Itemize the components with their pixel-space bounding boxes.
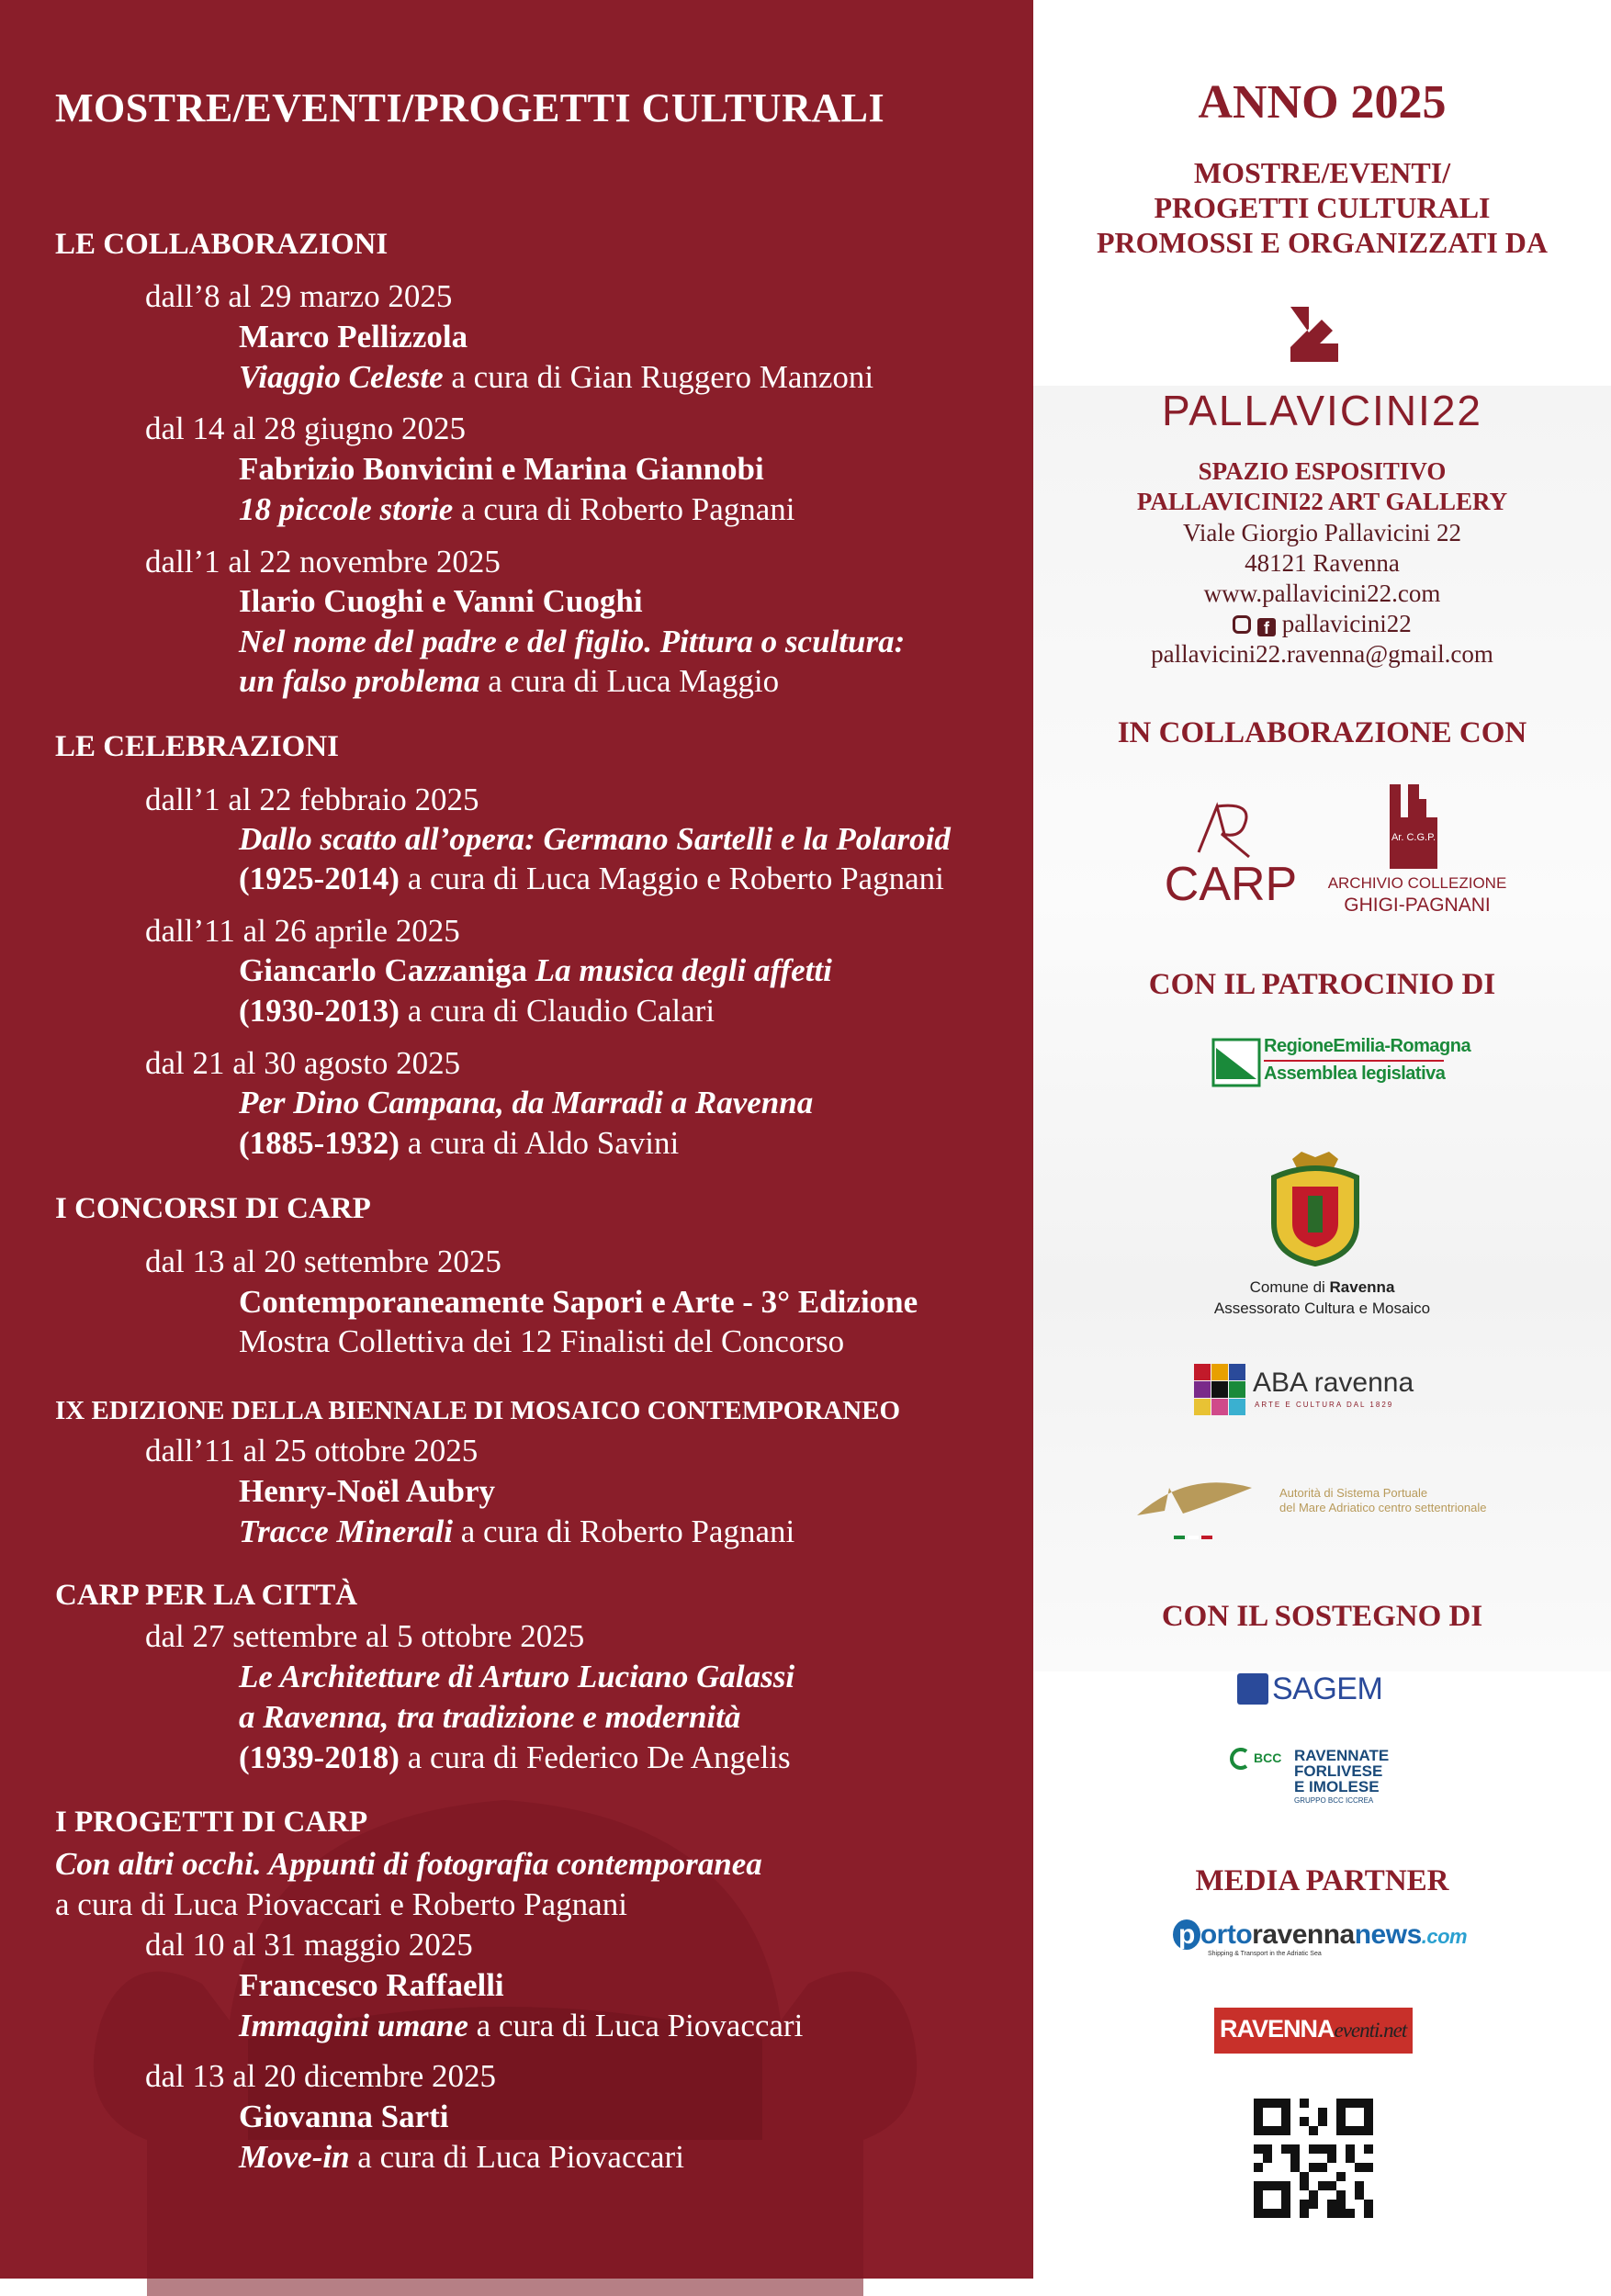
port-authority-subname: del Mare Adriatico centro settentrionale (1279, 1501, 1487, 1514)
support-heading: CON IL SOSTEGNO DI (1161, 1600, 1483, 1633)
media-partner-heading: MEDIA PARTNER (1195, 1864, 1449, 1897)
event-date: dall’11 al 25 ottobre 2025 (145, 1433, 479, 1469)
event-title-line (239, 1514, 794, 1550)
event-title-line (239, 2008, 803, 2044)
comune-city: Ravenna (1329, 1278, 1395, 1296)
comune-prefix: Comune di (1249, 1278, 1330, 1296)
portoravennanews-c: news (1354, 1919, 1422, 1950)
bcc-name: RAVENNATE (1294, 1747, 1390, 1764)
artist-name: Ilario Cuoghi e Vanni Cuoghi (239, 583, 643, 619)
curator: a cura di Roberto Pagnani (453, 491, 795, 527)
exhibition-title: Nel nome del padre e del figlio. Pittura o scultura: (239, 624, 906, 659)
exhibition-title: Move-in (239, 2139, 350, 2175)
artist-name: Giovanna Sarti (239, 2099, 449, 2134)
sagem-logo (1237, 1671, 1421, 1708)
venue-social[interactable] (1033, 610, 1611, 638)
exhibition-title: Contemporaneamente Sapori e Arte - 3° Edizione (239, 1284, 918, 1320)
curator: a cura di Roberto Pagnani (452, 1514, 795, 1549)
event-date: dal 27 settembre al 5 ottobre 2025 (145, 1618, 585, 1654)
ravennaeventi-logo (1214, 2008, 1413, 2054)
event-artist (239, 451, 764, 488)
event-title-line (239, 491, 795, 528)
years: (1885-1932) (239, 1125, 400, 1161)
event-title-line (239, 952, 832, 989)
exhibition-title: Per Dino Campana, da Marradi a Ravenna (239, 1085, 814, 1120)
curator: a cura di Gian Ruggero Manzoni (443, 359, 874, 395)
carp-logo-icon (1164, 797, 1298, 911)
curator: a cura di Aldo Savini (399, 1125, 680, 1161)
portoravennanews-name (1173, 1919, 1467, 1951)
portoravennanews-tagline: Shipping & Transport in the Adriatic Sea (1208, 1951, 1322, 1957)
collaboration-heading: IN COLLABORAZIONE CON (1117, 716, 1527, 749)
event-date: dal 13 al 20 settembre 2025 (145, 1244, 501, 1279)
event-date: dall’1 al 22 febbraio 2025 (145, 782, 479, 817)
regione-subname: Assemblea legislativa (1264, 1064, 1446, 1084)
comune-department: Assessorato Cultura e Mosaico (1213, 1300, 1431, 1317)
artist-name: Henry-Noël Aubry (239, 1473, 496, 1509)
year-heading: ANNO 2025 (1198, 76, 1447, 129)
exhibition-title: Le Architetture di Arturo Luciano Galassi (239, 1659, 795, 1694)
aba-logo (1194, 1364, 1460, 1415)
event-date: dal 21 al 30 agosto 2025 (145, 1045, 461, 1081)
ravenna-crest-icon (1265, 1150, 1366, 1266)
event-artist (239, 1967, 504, 2004)
venue-email[interactable]: pallavicini22.ravenna@gmail.com (1151, 640, 1493, 668)
years: (1925-2014) (239, 861, 400, 896)
bcc-logo (1228, 1745, 1430, 1811)
venue-city: 48121 Ravenna (1245, 549, 1400, 577)
exhibition-title: un falso problema (239, 663, 480, 699)
port-authority-name: Autorità di Sistema Portuale (1279, 1486, 1428, 1500)
portoravennanews-p: p (1173, 1919, 1200, 1950)
curator: a cura di Luca Maggio e Roberto Pagnani (399, 861, 944, 896)
event-date: dal 14 al 28 giugno 2025 (145, 411, 466, 446)
facebook-icon: f (1257, 618, 1276, 636)
curator: a cura di Luca Piovaccari (349, 2139, 684, 2175)
promo-line: PROMOSSI E ORGANIZZATI DA (1096, 226, 1549, 259)
carp-logo-text: CARP (1164, 858, 1298, 911)
curator: a cura di Luca Maggio (479, 663, 780, 699)
exhibition-title: Viaggio Celeste (239, 359, 444, 395)
artist-name: Fabrizio Bonvicini e Marina Giannobi (239, 451, 764, 487)
portoravennanews-logo (1173, 1919, 1467, 1962)
aba-mosaic-icon (1194, 1364, 1247, 1415)
social-handle: pallavicini22 (1281, 610, 1412, 637)
project-subtitle (55, 1846, 762, 1883)
ravennaeventi-a: RAVENNA (1220, 2015, 1335, 2043)
event-date: dall’1 al 22 novembre 2025 (145, 544, 501, 580)
event-title-line (239, 2139, 684, 2176)
event-title-line (239, 1699, 740, 1736)
comune-label (1033, 1278, 1611, 1297)
event-title-line (239, 359, 873, 396)
event-title-line (239, 1085, 813, 1121)
aba-tagline: ARTE E CULTURA DAL 1829 (1255, 1401, 1394, 1409)
regione-logo (1212, 1036, 1471, 1089)
exhibition-title: Tracce Minerali (239, 1514, 453, 1549)
bcc-name: E IMOLESE (1294, 1778, 1380, 1795)
artist-name: Marco Pellizzola (239, 319, 468, 355)
event-title-line (239, 861, 944, 897)
promo-line: MOSTRE/EVENTI/ (1193, 156, 1451, 189)
portoravennanews-b: ravenna (1252, 1919, 1355, 1950)
event-title-line (239, 821, 951, 858)
project-title: Con altri occhi. Appunti di fotografia contemporanea (55, 1846, 762, 1882)
pallavicini22-logo-icon (1281, 301, 1347, 367)
exhibition-title: a Ravenna, tra tradizione e modernità (239, 1699, 741, 1735)
years: (1930-2013) (239, 993, 400, 1029)
event-title-line (239, 1125, 679, 1162)
event-title-line (239, 624, 905, 660)
section-heading: LE CELEBRAZIONI (55, 730, 340, 763)
artist-name: Giancarlo Cazzaniga (239, 952, 527, 988)
bcc-emblem-icon (1228, 1747, 1252, 1771)
background-texture (1033, 386, 1611, 1671)
curator: a cura di Luca Piovaccari (468, 2008, 804, 2043)
project-curators: a cura di Luca Piovaccari e Roberto Pagnani (55, 1886, 627, 1922)
sponsors-panel (1033, 0, 1611, 2279)
portoravennanews-d: .com (1421, 1925, 1468, 1948)
bcc-name: FORLIVESE (1294, 1762, 1383, 1780)
archive-logo-tag: Ar. C.G.P. (1391, 832, 1436, 843)
curator: a cura di Claudio Calari (399, 993, 715, 1029)
portoravennanews-a: orto (1200, 1919, 1253, 1950)
archive-logo-icon (1380, 781, 1454, 872)
exhibition-title: Immagini umane (239, 2008, 468, 2043)
event-title-line (239, 1739, 791, 1776)
exhibition-title: La musica degli affetti (527, 952, 832, 988)
years: (1939-2018) (239, 1739, 400, 1775)
instagram-icon (1233, 615, 1251, 634)
event-title-line (239, 1284, 918, 1321)
archive-label: GHIGI-PAGNANI (1344, 895, 1491, 916)
pallavicini22-logo-text: PALLAVICINI22 (1161, 387, 1482, 434)
venue-address: Viale Giorgio Pallavicini 22 (1182, 519, 1462, 546)
venue-website[interactable]: www.pallavicini22.com (1203, 580, 1441, 607)
event-description: Mostra Collettiva dei 12 Finalisti del Concorso (239, 1323, 845, 1359)
section-heading: I PROGETTI DI CARP (55, 1806, 368, 1839)
event-title-line (239, 663, 779, 700)
event-artist (239, 2099, 449, 2135)
bcc-group: GRUPPO BCC ICCREA (1294, 1796, 1374, 1805)
aba-name: ABA ravenna (1253, 1367, 1414, 1398)
event-title-line (239, 993, 715, 1030)
ravennaeventi-b: eventi.net (1334, 2019, 1407, 2042)
event-artist (239, 319, 468, 355)
section-heading: CARP PER LA CITTÀ (55, 1579, 358, 1612)
bcc-tag: BCC (1254, 1750, 1282, 1765)
port-authority-icon (1132, 1460, 1261, 1543)
regione-divider (1264, 1060, 1444, 1062)
section-heading: LE COLLABORAZIONI (55, 228, 389, 261)
event-date: dall’11 al 26 aprile 2025 (145, 913, 460, 949)
curator: a cura di Federico De Angelis (399, 1739, 791, 1775)
event-artist (239, 583, 643, 620)
event-title-line (239, 1659, 794, 1695)
event-artist (239, 1473, 495, 1510)
sagem-emblem-icon (1237, 1673, 1268, 1705)
promo-line: PROGETTI CULTURALI (1154, 191, 1491, 224)
venue-name: SPAZIO ESPOSITIVO (1198, 457, 1447, 485)
regione-name: RegioneEmilia-Romagna (1264, 1036, 1471, 1056)
archive-label: ARCHIVIO COLLEZIONE (1327, 874, 1507, 892)
venue-name: PALLAVICINI22 ART GALLERY (1136, 488, 1508, 515)
event-date: dal 13 al 20 dicembre 2025 (145, 2058, 496, 2094)
qr-code[interactable] (1254, 2099, 1373, 2218)
event-date: dall’8 al 29 marzo 2025 (145, 278, 453, 314)
artist-name: Francesco Raffaelli (239, 1967, 504, 2003)
section-heading: I CONCORSI DI CARP (55, 1192, 371, 1225)
page-title: MOSTRE/EVENTI/PROGETTI CULTURALI (55, 85, 885, 130)
ravennaeventi-name (1220, 2015, 1406, 2043)
exhibition-title: 18 piccole storie (239, 491, 454, 527)
exhibition-title: Dallo scatto all’opera: Germano Sartelli e la Polaroid (239, 821, 951, 857)
patronage-heading: CON IL PATROCINIO DI (1148, 968, 1496, 1001)
sagem-name: SAGEM (1272, 1671, 1383, 1706)
regione-emblem-icon (1212, 1039, 1260, 1086)
event-date: dal 10 al 31 maggio 2025 (145, 1927, 473, 1963)
section-heading: IX EDIZIONE DELLA BIENNALE DI MOSAICO CONTEMPORANEO (55, 1396, 901, 1425)
